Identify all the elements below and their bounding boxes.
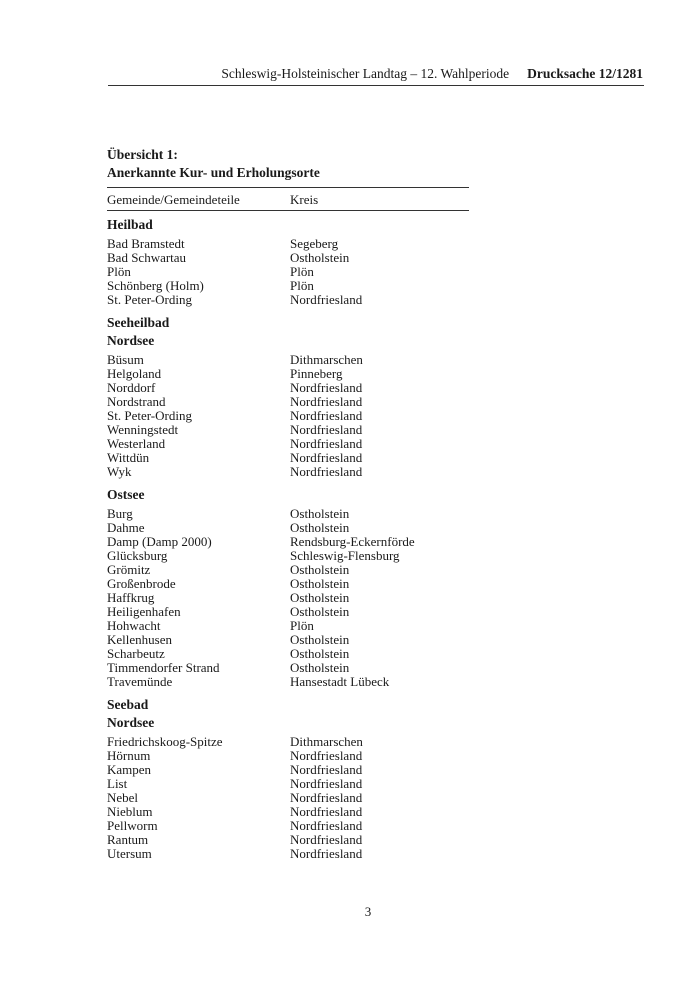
table-row [107, 847, 469, 861]
place-name: Wyk [107, 464, 132, 479]
place-name: Großenbrode [107, 576, 176, 591]
place-name: Scharbeutz [107, 646, 165, 661]
district-name: Nordfriesland [290, 292, 363, 307]
place-name: Friedrichskoog-Spitze [107, 734, 223, 749]
table-top-rule [107, 187, 469, 188]
table-row [107, 749, 469, 763]
table-row [107, 549, 469, 563]
place-name: Grömitz [107, 562, 151, 577]
table-row [107, 535, 469, 549]
place-name: St. Peter-Ording [107, 408, 192, 423]
district-name: Ostholstein [290, 660, 350, 675]
place-name: Glücksburg [107, 548, 168, 563]
section-heilbad-title: Heilbad [107, 217, 153, 232]
place-name: Kellenhusen [107, 632, 172, 647]
district-name: Ostholstein [290, 646, 350, 661]
column-header-row [107, 192, 469, 208]
seeheilbad-nordsee-title: Nordsee [107, 333, 155, 348]
table-row [107, 409, 469, 423]
overview-table [107, 147, 469, 861]
place-name: Pellworm [107, 818, 158, 833]
district-name: Ostholstein [290, 250, 350, 265]
place-name: Wittdün [107, 450, 150, 465]
section-seeheilbad-title: Seeheilbad [107, 315, 170, 330]
table-row [107, 279, 469, 293]
district-name: Nordfriesland [290, 790, 363, 805]
place-name: Nieblum [107, 804, 153, 819]
place-name: Haffkrug [107, 590, 155, 605]
district-name: Nordfriesland [290, 436, 363, 451]
table-row [107, 563, 469, 577]
document-number: Drucksache 12/1281 [527, 66, 643, 81]
table-row [107, 367, 469, 381]
table-row [107, 633, 469, 647]
place-name: Nebel [107, 790, 139, 805]
place-name: Bad Schwartau [107, 250, 187, 265]
table-row [107, 237, 469, 251]
district-name: Nordfriesland [290, 450, 363, 465]
place-name: Schönberg (Holm) [107, 278, 204, 293]
seebad-nordsee-title: Nordsee [107, 715, 155, 730]
place-name: Norddorf [107, 380, 156, 395]
table-row [107, 521, 469, 535]
seeheilbad-ostsee-title: Ostsee [107, 487, 145, 502]
place-name: Westerland [107, 436, 166, 451]
district-name: Plön [290, 264, 314, 279]
table-row [107, 833, 469, 847]
district-name: Ostholstein [290, 562, 350, 577]
overview-title: Übersicht 1: [107, 147, 178, 162]
place-name: Rantum [107, 832, 149, 847]
overview-subtitle: Anerkannte Kur- und Erholungsorte [107, 165, 320, 180]
table-row [107, 465, 469, 479]
place-name: Damp (Damp 2000) [107, 534, 212, 549]
district-name: Ostholstein [290, 604, 350, 619]
column-header-place: Gemeinde/Gemeindeteile [107, 192, 240, 207]
district-name: Plön [290, 618, 314, 633]
district-name: Nordfriesland [290, 464, 363, 479]
district-name: Plön [290, 278, 314, 293]
place-name: Hohwacht [107, 618, 161, 633]
heilbad-rows [107, 237, 469, 307]
header-title: Schleswig-Holsteinischer Landtag – 12. Wahlperiode [221, 66, 510, 81]
place-name: Utersum [107, 846, 152, 861]
district-name: Nordfriesland [290, 832, 363, 847]
district-name: Nordfriesland [290, 776, 363, 791]
district-name: Pinneberg [290, 366, 343, 381]
table-row [107, 805, 469, 819]
place-name: Timmendorfer Strand [107, 660, 220, 675]
place-name: Travemünde [107, 674, 173, 689]
place-name: Helgoland [107, 366, 162, 381]
header-bottom-rule [107, 210, 469, 211]
table-row [107, 735, 469, 749]
table-row [107, 353, 469, 367]
table-row [107, 423, 469, 437]
seeheilbad-nordsee-rows [107, 353, 469, 479]
district-name: Nordfriesland [290, 422, 363, 437]
table-row [107, 819, 469, 833]
table-row [107, 675, 469, 689]
place-name: Bad Bramstedt [107, 236, 185, 251]
district-name: Nordfriesland [290, 748, 363, 763]
district-name: Nordfriesland [290, 762, 363, 777]
table-row [107, 251, 469, 265]
table-row [107, 763, 469, 777]
place-name: Kampen [107, 762, 152, 777]
column-header-district: Kreis [290, 192, 319, 207]
district-name: Nordfriesland [290, 380, 363, 395]
table-row [107, 619, 469, 633]
place-name: Dahme [107, 520, 145, 535]
district-name: Rendsburg-Eckernförde [290, 534, 415, 549]
place-name: Heiligenhafen [107, 604, 181, 619]
table-row [107, 507, 469, 521]
seebad-nordsee-rows [107, 735, 469, 861]
district-name: Dithmarschen [290, 734, 363, 749]
section-seebad-title: Seebad [107, 697, 149, 712]
district-name: Dithmarschen [290, 352, 363, 367]
district-name: Nordfriesland [290, 846, 363, 861]
district-name: Nordfriesland [290, 394, 363, 409]
place-name: Büsum [107, 352, 144, 367]
place-name: Hörnum [107, 748, 151, 763]
place-name: List [107, 776, 128, 791]
table-row [107, 451, 469, 465]
district-name: Segeberg [290, 236, 339, 251]
table-row [107, 777, 469, 791]
place-name: Wenningstedt [107, 422, 179, 437]
table-row [107, 265, 469, 279]
district-name: Ostholstein [290, 506, 350, 521]
district-name: Ostholstein [290, 590, 350, 605]
table-row [107, 791, 469, 805]
table-row [107, 293, 469, 307]
district-name: Nordfriesland [290, 408, 363, 423]
district-name: Schleswig-Flensburg [290, 548, 400, 563]
table-row [107, 647, 469, 661]
table-row [107, 577, 469, 591]
header-rule [108, 85, 644, 86]
place-name: St. Peter-Ording [107, 292, 192, 307]
table-row [107, 437, 469, 451]
table-row [107, 395, 469, 409]
table-row [107, 661, 469, 675]
table-row [107, 605, 469, 619]
table-row [107, 381, 469, 395]
district-name: Ostholstein [290, 576, 350, 591]
district-name: Nordfriesland [290, 818, 363, 833]
seeheilbad-ostsee-rows [107, 507, 469, 689]
place-name: Nordstrand [107, 394, 166, 409]
place-name: Burg [107, 506, 133, 521]
place-name: Plön [107, 264, 131, 279]
district-name: Ostholstein [290, 632, 350, 647]
district-name: Ostholstein [290, 520, 350, 535]
district-name: Nordfriesland [290, 804, 363, 819]
page-number: 3 [364, 904, 372, 919]
table-row [107, 591, 469, 605]
district-name: Hansestadt Lübeck [290, 674, 390, 689]
page-header [0, 66, 643, 82]
